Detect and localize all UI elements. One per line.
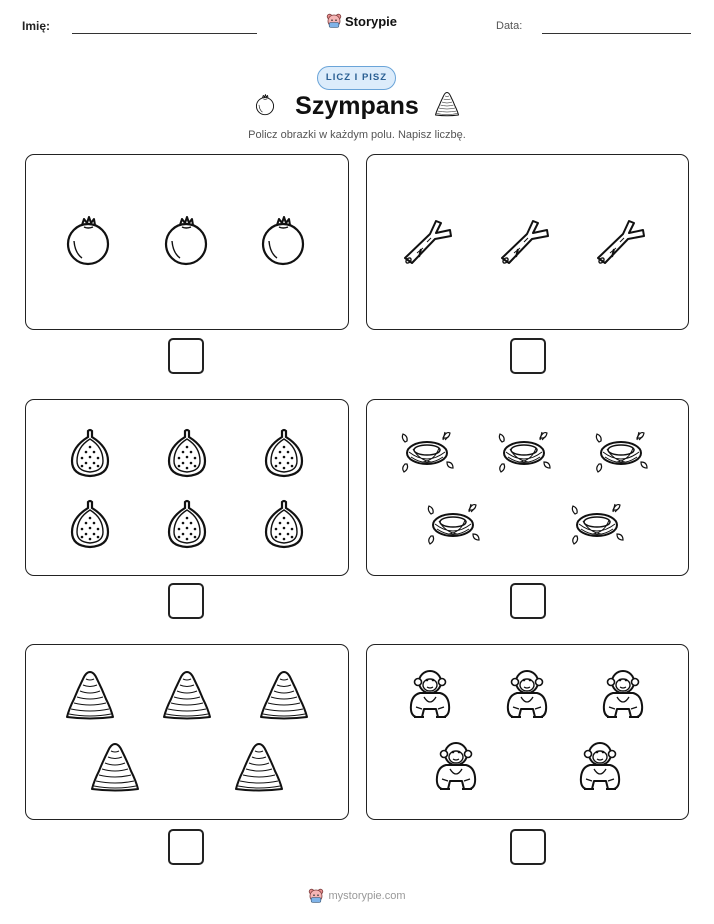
chimpanzee-icon	[499, 667, 555, 723]
name-label: Imię:	[22, 19, 51, 33]
footer-url[interactable]: mystorypie.com	[328, 890, 406, 902]
answer-box-nests[interactable]	[510, 583, 546, 619]
bear-logo-icon	[326, 13, 342, 29]
instructions: Policz obrazki w każdym polu. Napisz liczbę.	[248, 129, 466, 141]
branch-icon	[496, 211, 552, 267]
name-field-line[interactable]	[72, 33, 257, 34]
answer-box-pomegranates[interactable]	[168, 338, 204, 374]
termite-mound-icon	[256, 667, 312, 723]
answer-box-termite-mounds[interactable]	[168, 829, 204, 865]
brand-logo	[326, 13, 397, 29]
count-panel-pomegranates	[25, 154, 349, 330]
nest-icon	[569, 494, 625, 550]
nest-icon	[399, 422, 455, 478]
answer-box-figs[interactable]	[168, 583, 204, 619]
pomegranate-icon	[253, 92, 277, 116]
date-label: Data:	[496, 20, 523, 32]
branch-icon	[399, 211, 455, 267]
fig-icon	[159, 496, 215, 552]
page-title: Szympans	[295, 92, 419, 120]
termite-mound-icon	[62, 667, 118, 723]
termite-mound-icon	[87, 739, 143, 795]
brand-name: Storypie	[345, 13, 398, 29]
nest-icon	[593, 422, 649, 478]
nest-icon	[425, 494, 481, 550]
count-panel-termite-mounds	[25, 644, 349, 820]
chimpanzee-icon	[572, 739, 628, 795]
count-panel-nests	[366, 399, 689, 576]
answer-box-branches[interactable]	[510, 338, 546, 374]
termite-mound-icon	[231, 739, 287, 795]
termite-mound-icon	[159, 667, 215, 723]
nest-icon	[496, 422, 552, 478]
chimpanzee-icon	[402, 667, 458, 723]
answer-box-chimpanzees[interactable]	[510, 829, 546, 865]
bear-logo-icon	[308, 888, 324, 904]
pomegranate-icon	[158, 211, 214, 267]
activity-badge: LICZ I PISZ	[317, 66, 396, 90]
termite-mound-icon	[433, 90, 461, 118]
fig-icon	[256, 496, 312, 552]
fig-icon	[159, 425, 215, 481]
pomegranate-icon	[255, 211, 311, 267]
fig-icon	[62, 425, 118, 481]
chimpanzee-icon	[595, 667, 651, 723]
count-panel-figs	[25, 399, 349, 576]
count-panel-chimpanzees	[366, 644, 689, 820]
chimpanzee-icon	[428, 739, 484, 795]
footer	[0, 888, 714, 904]
fig-icon	[256, 425, 312, 481]
count-panel-branches	[366, 154, 689, 330]
pomegranate-icon	[60, 211, 116, 267]
branch-icon	[592, 211, 648, 267]
date-field-line[interactable]	[542, 33, 691, 34]
fig-icon	[62, 496, 118, 552]
